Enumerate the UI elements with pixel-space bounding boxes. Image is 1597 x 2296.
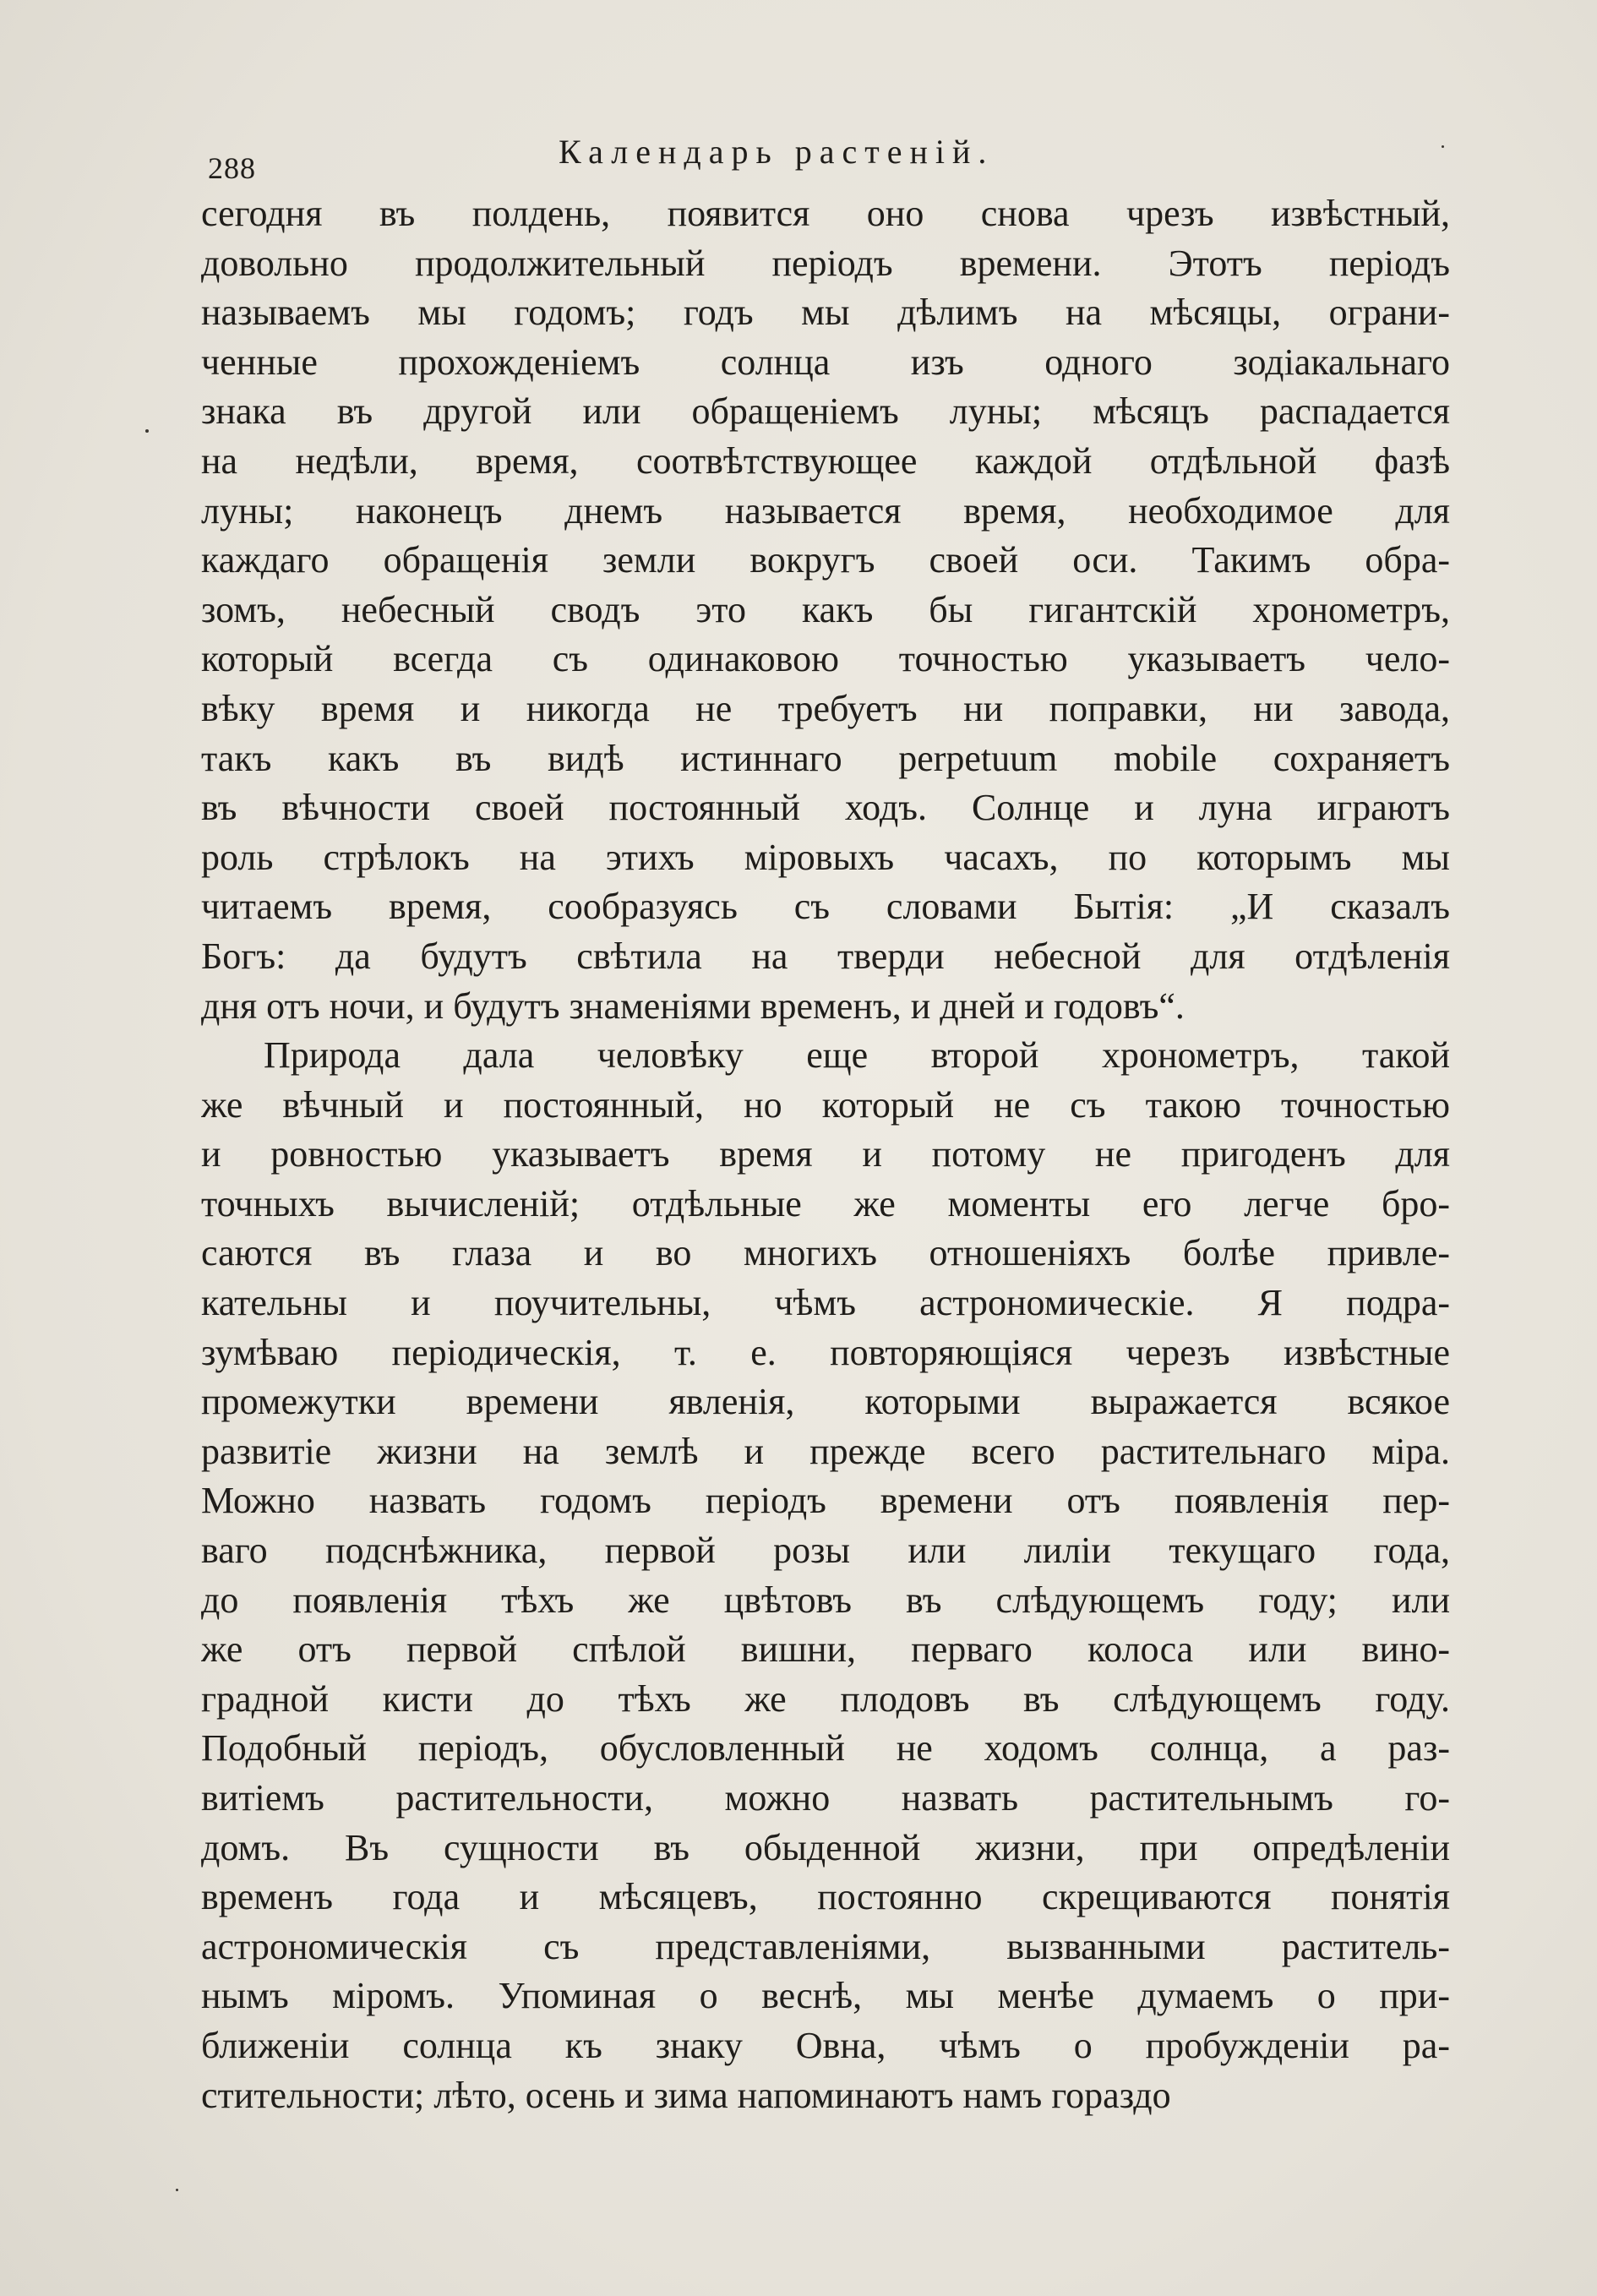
text-line: который всегда съ одинаковою точностью указываетъ чело- [201,638,1450,680]
text-line: ваго подснѣжника, первой розы или лиліи текущаго года, [201,1530,1450,1572]
text-line: сегодня въ полдень, появится оно снова чрезъ извѣстный, [201,193,1450,234]
text-line: на недѣли, время, соотвѣтствующее каждой отдѣльной фазѣ [201,439,1450,482]
text-line: же вѣчный и постоянный, но который не съ такою точностью [201,1083,1450,1126]
text-line: зумѣваю періодическія, т. е. повторяющіяся черезъ извѣстные [201,1331,1450,1373]
print-speck [1442,145,1444,148]
text-line: вѣку время и никогда не требуетъ ни поправки, ни завода, [201,687,1450,729]
text-line: дня отъ ночи, и будутъ знаменіями временъ, и дней и годовъ“. [201,984,1185,1027]
text-line: такъ какъ въ видѣ истиннаго perpetuum mobile сохраняетъ [201,737,1450,779]
text-line: промежутки времени явленія, которыми выражается всякое [201,1381,1450,1423]
body-text [201,189,1450,2120]
text-line: временъ года и мѣсяцевъ, постоянно скрещиваются понятія [201,1876,1450,1918]
text-line: въ вѣчности своей постоянный ходъ. Солнце и луна играютъ [201,787,1450,829]
paragraph [201,1031,1450,2120]
text-line: развитіе жизни на землѣ и прежде всего растительнаго міра. [201,1430,1450,1472]
text-line: кательны и поучительны, чѣмъ астрономическіе. Я подра- [201,1282,1450,1324]
text-line: читаемъ время, сообразуясь съ словами Бытія: „И сказалъ [201,886,1450,928]
text-line: довольно продолжительный періодъ времени. Этотъ періодъ [201,242,1450,284]
print-speck [145,429,149,433]
text-line: точныхъ вычисленій; отдѣльные же моменты его легче бро- [201,1182,1450,1224]
page-number: 288 [208,151,256,185]
paragraph [201,189,1450,1031]
text-line: Можно назвать годомъ періодъ времени отъ появленія пер- [201,1480,1450,1522]
text-line: луны; наконецъ днемъ называется время, необходимое для [201,489,1450,532]
text-line: называемъ мы годомъ; годъ мы дѣлимъ на мѣсяцы, ограни- [201,292,1450,334]
text-line: и ровностью указываетъ время и потому не пригоденъ для [201,1133,1450,1175]
text-line: саются въ глаза и во многихъ отношеніяхъ болѣе привле- [201,1232,1450,1274]
text-line: же отъ первой спѣлой вишни, перваго колоса или вино- [201,1628,1450,1671]
text-line: роль стрѣлокъ на этихъ міровыхъ часахъ, по которымъ мы [201,836,1450,878]
text-line: ченные прохожденіемъ солнца изъ одного зодіакальнаго [201,341,1450,383]
text-line: домъ. Въ сущности въ обыденной жизни, при опредѣленіи [201,1826,1450,1868]
text-line: стительности; лѣто, осень и зима напоминаютъ намъ гораздо [201,2074,1171,2116]
text-line: витіемъ растительности, можно назвать растительнымъ го- [201,1777,1450,1819]
text-line: до появленія тѣхъ же цвѣтовъ въ слѣдующемъ году; или [201,1579,1450,1621]
text-line: каждаго обращенія земли вокругъ своей оси. Такимъ обра- [201,539,1450,581]
text-line: Природа дала человѣку еще второй хронометръ, такой [264,1034,1450,1077]
text-line: градной кисти до тѣхъ же плодовъ въ слѣдующемъ году. [201,1677,1450,1720]
text-line: ближеніи солнца къ знаку Овна, чѣмъ о пробужденіи ра- [201,2024,1450,2066]
print-speck [176,2189,178,2191]
text-line: знака въ другой или обращеніемъ луны; мѣсяцъ распадается [201,390,1450,433]
text-line: астрономическія съ представленіями, вызванными раститель- [201,1925,1450,1967]
text-line: Богъ: да будутъ свѣтила на тверди небесной для отдѣленія [201,935,1450,977]
text-line: зомъ, небесный сводъ это какъ бы гигантскій хронометръ, [201,588,1450,630]
page-header [199,127,1467,186]
text-line: нымъ міромъ. Упоминая о веснѣ, мы менѣе думаемъ о при- [201,1975,1450,2017]
text-line: Подобный періодъ, обусловленный не ходомъ солнца, а раз- [201,1727,1450,1770]
running-title: Календарь растеній. [559,133,995,171]
